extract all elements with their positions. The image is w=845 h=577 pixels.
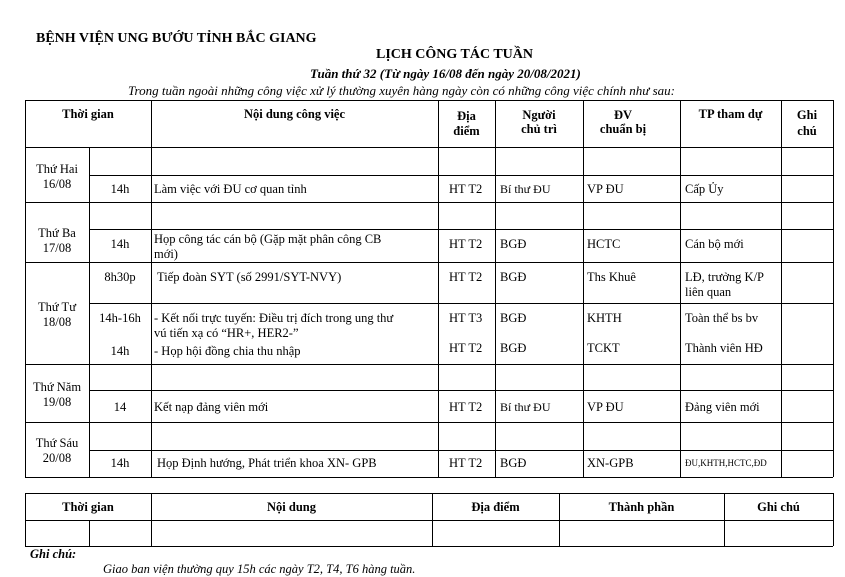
event-prep: KHTH [587, 311, 622, 325]
event-content: - Kết nối trực tuyến: Điều trị đích trong ung thư [154, 311, 394, 325]
event-host: BGĐ [500, 237, 527, 251]
event-time: 14h [110, 237, 130, 251]
event-place: HT T2 [449, 341, 483, 355]
event-host: BGĐ [500, 456, 527, 470]
event-place: HT T2 [449, 400, 483, 414]
day-label: Thứ Ba [38, 226, 76, 240]
event-place: HT T2 [449, 237, 483, 251]
event-prep: XN-GPB [587, 456, 634, 470]
day-date: 16/08 [42, 177, 72, 191]
event-prep: Ths Khuê [587, 270, 636, 284]
event-place: HT T2 [449, 182, 483, 196]
event-host: BGĐ [500, 311, 527, 325]
event-time: 14h [110, 182, 130, 196]
event-prep: TCKT [587, 341, 620, 355]
day-label: Thứ Năm [32, 380, 82, 394]
event-content: Họp Định hướng, Phát triển khoa XN- GPB [157, 456, 377, 470]
event-content: Làm việc với ĐU cơ quan tỉnh [154, 182, 307, 196]
day-label: Thứ Tư [38, 300, 76, 314]
event-time: 14h [110, 344, 130, 358]
col-header-note-1: Ghi [796, 108, 818, 122]
event-attend: Cấp Ủy [685, 182, 724, 196]
event-attend-cont: liên quan [685, 285, 732, 299]
event-attend: Thành viên HĐ [685, 341, 763, 355]
col-header-prep-2: chuẩn bị [599, 122, 647, 136]
col-header-note-2: chú [797, 124, 817, 138]
note-text: Giao ban viện thường quy 15h các ngày T2, T4, T6 hàng tuần. [103, 562, 416, 576]
event-content-cont: mới) [154, 247, 178, 261]
event-content: Tiếp đoàn SYT (số 2991/SYT-NVY) [157, 270, 342, 284]
t2-header-time: Thời gian [62, 500, 114, 514]
t2-header-note: Ghi chú [757, 500, 800, 514]
hospital-name: BỆNH VIỆN UNG BƯỚU TỈNH BẮC GIANG [36, 31, 317, 46]
event-host: BGĐ [500, 270, 527, 284]
event-attend: ĐU,KHTH,HCTC,ĐD [685, 458, 767, 468]
event-time: 8h30p [104, 270, 136, 284]
event-place: HT T3 [449, 311, 483, 325]
event-host: Bí thư ĐU [500, 400, 551, 414]
event-time: 14 [113, 400, 127, 414]
page-title: LỊCH CÔNG TÁC TUẦN [376, 47, 534, 62]
event-prep: VP ĐU [587, 400, 624, 414]
day-date: 20/08 [42, 451, 72, 465]
event-time: 14h-16h [99, 311, 141, 325]
event-attend: Đảng viên mới [685, 400, 760, 414]
event-place: HT T2 [449, 270, 483, 284]
event-content-cont: vú tiến xạ có “HR+, HER2-” [154, 326, 299, 340]
t2-header-content: Nội dung [267, 500, 316, 514]
col-header-host-2: chủ trì [521, 122, 557, 136]
event-attend: Toàn thể bs bv [685, 311, 759, 325]
event-content: Kết nạp đảng viên mới [154, 400, 269, 414]
event-content: - Họp hội đồng chia thu nhập [154, 344, 301, 358]
col-header-content: Nội dung công việc [243, 107, 346, 121]
event-prep: HCTC [587, 237, 621, 251]
col-header-time: Thời gian [62, 107, 114, 121]
event-attend: Cán bộ mới [685, 237, 744, 251]
event-content: Họp công tác cán bộ (Gặp mặt phân công CB [154, 232, 382, 246]
event-host: BGĐ [500, 341, 527, 355]
col-header-attend: TP tham dự [698, 107, 763, 121]
day-date: 17/08 [42, 241, 72, 255]
event-attend: LĐ, trưởng K/P [685, 270, 765, 284]
col-header-place-1: Địa [457, 109, 476, 123]
day-date: 19/08 [42, 395, 72, 409]
note-label: Ghi chú: [30, 547, 77, 561]
event-place: HT T2 [449, 456, 483, 470]
col-header-prep-1: ĐV [613, 108, 633, 122]
intro-text: Trong tuần ngoài những công việc xử lý thường xuyên hàng ngày còn có những công việc chính như sau: [128, 83, 675, 98]
day-date: 18/08 [42, 315, 72, 329]
day-label: Thứ Sáu [35, 436, 79, 450]
col-header-place-2: điểm [453, 124, 480, 138]
t2-header-place: Địa điểm [471, 500, 520, 514]
day-label: Thứ Hai [36, 162, 78, 176]
event-prep: VP ĐU [587, 182, 624, 196]
col-header-host-1: Người [522, 108, 556, 122]
event-time: 14h [110, 456, 130, 470]
t2-header-members: Thành phần [608, 500, 675, 514]
week-subtitle: Tuần thứ 32 (Từ ngày 16/08 đến ngày 20/08/2021) [310, 66, 581, 81]
event-host: Bí thư ĐU [500, 182, 551, 196]
